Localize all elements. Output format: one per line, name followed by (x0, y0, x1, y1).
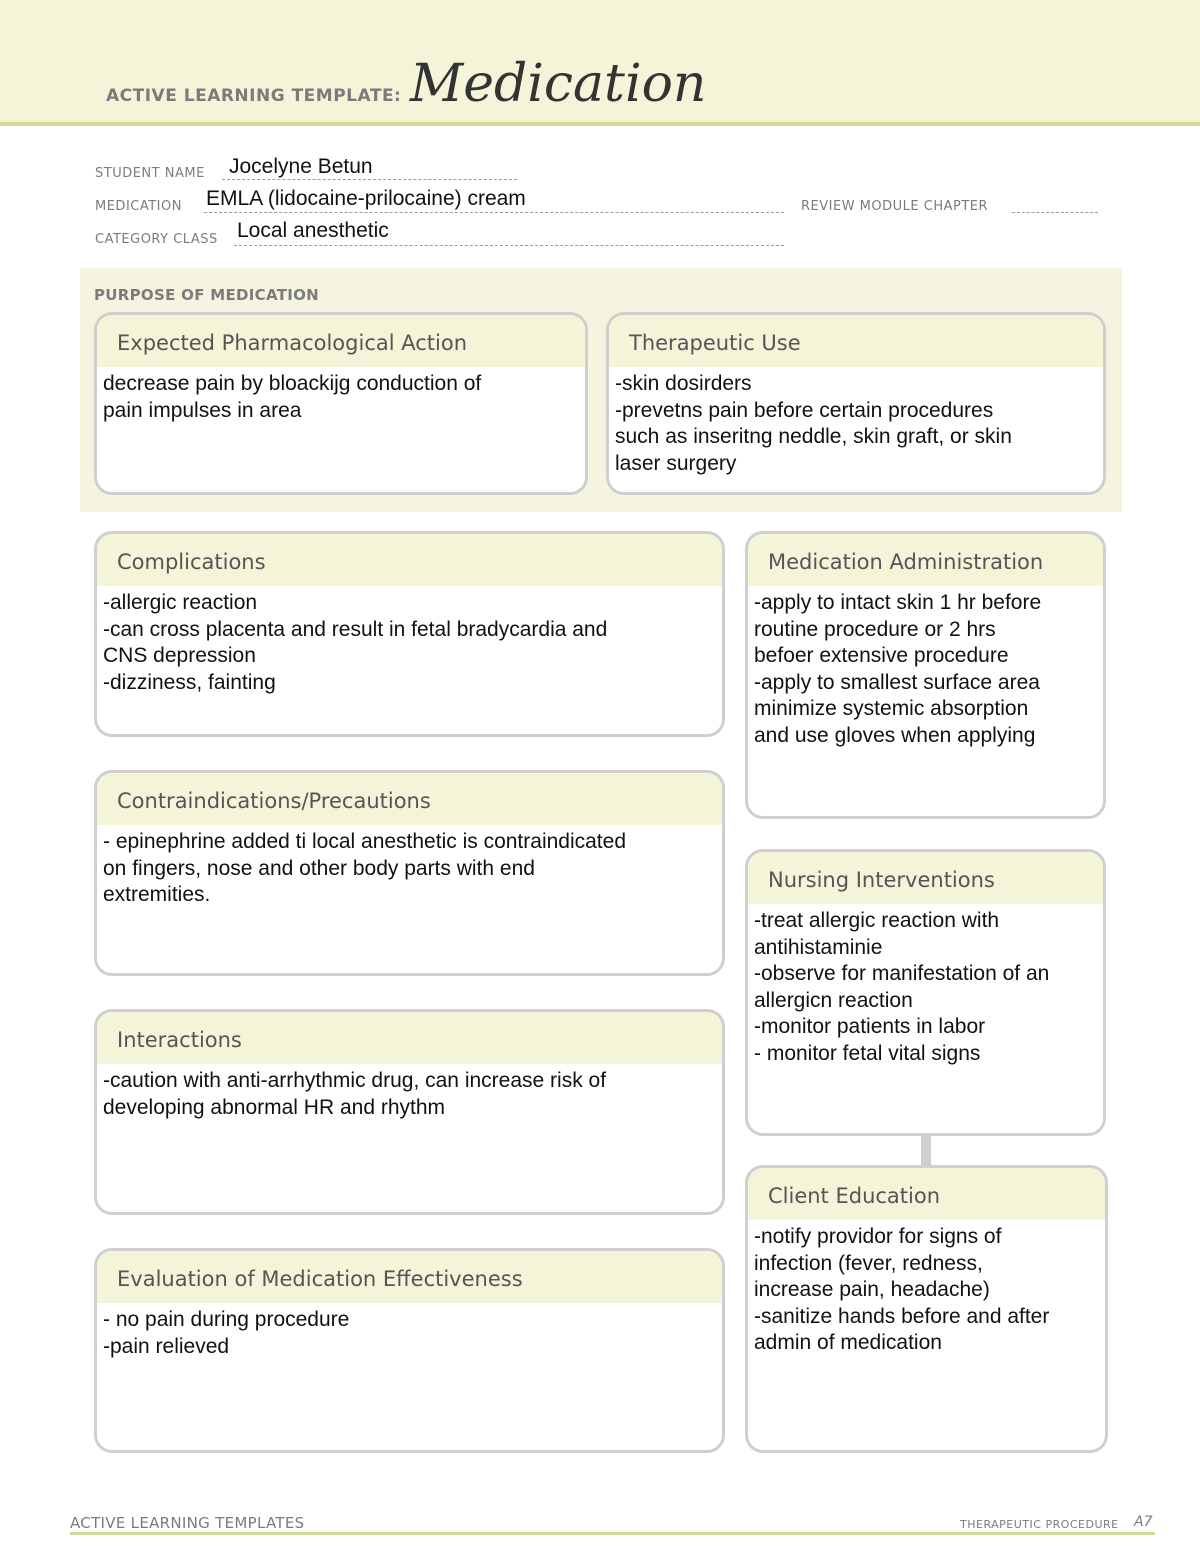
student-name-label: STUDENT NAME (95, 166, 205, 181)
nursing-heading: Nursing Interventions (748, 852, 1103, 904)
category-class-value[interactable]: Local anesthetic (237, 219, 389, 242)
therapeutic-use-text[interactable]: -skin dosirders -prevetns pain before certain procedures such as inseritng neddle, skin graft, or skin laser surgery (615, 372, 1012, 475)
box-connector (921, 1134, 931, 1166)
administration-text[interactable]: -apply to intact skin 1 hr before routine procedure or 2 hrs befoer extensive procedure -apply to smallest surface area minimize systemic absorption and use gloves when applying (754, 591, 1042, 747)
education-text[interactable]: -notify providor for signs of infection (fever, redness, increase pain, headache) -sanitize hands before and after admin of medication (754, 1225, 1050, 1354)
footer-right: THERAPEUTIC PROCEDURE (960, 1518, 1119, 1531)
nursing-text[interactable]: -treat allergic reaction with antihistaminie -observe for manifestation of an allergicn reaction -monitor patients in labor - monitor fetal vital signs (754, 909, 1050, 1065)
evaluation-heading: Evaluation of Medication Effectiveness (97, 1251, 722, 1303)
review-module-label: REVIEW MODULE CHAPTER (801, 199, 989, 214)
evaluation-box (94, 1248, 725, 1453)
category-class-line (234, 244, 784, 246)
expected-action-heading: Expected Pharmacological Action (97, 315, 585, 367)
expected-action-text[interactable]: decrease pain by bloackijg conduction of pain impulses in area (103, 372, 482, 422)
administration-box (745, 531, 1106, 819)
complications-text[interactable]: -allergic reaction -can cross placenta and result in fetal bradycardia and CNS depression -dizziness, fainting (103, 591, 608, 694)
administration-heading: Medication Administration (748, 534, 1103, 586)
therapeutic-use-heading: Therapeutic Use (609, 315, 1103, 367)
complications-box (94, 531, 725, 737)
interactions-heading: Interactions (97, 1012, 722, 1064)
contraindications-box (94, 770, 725, 976)
contraindications-heading: Contraindications/Precautions (97, 773, 722, 825)
purpose-title: PURPOSE OF MEDICATION (94, 286, 320, 304)
education-heading: Client Education (748, 1168, 1105, 1220)
footer-left: ACTIVE LEARNING TEMPLATES (70, 1514, 305, 1532)
interactions-box (94, 1009, 725, 1215)
medication-line (204, 211, 784, 213)
footer-page-number: A7 (1134, 1514, 1153, 1530)
review-module-line (1012, 211, 1098, 213)
template-prefix: ACTIVE LEARNING TEMPLATE: (106, 86, 402, 106)
medication-label: MEDICATION (95, 199, 182, 214)
interactions-text[interactable]: -caution with anti-arrhythmic drug, can increase risk of developing abnormal HR and rhythm (103, 1069, 607, 1119)
category-class-label: CATEGORY CLASS (95, 232, 218, 247)
footer-rule (70, 1532, 1155, 1535)
evaluation-text[interactable]: - no pain during procedure -pain relieved (103, 1308, 350, 1358)
education-box (745, 1165, 1108, 1453)
complications-heading: Complications (97, 534, 722, 586)
therapeutic-use-box (606, 312, 1106, 495)
medication-value[interactable]: EMLA (lidocaine-prilocaine) cream (206, 187, 526, 210)
header-rule (0, 122, 1200, 126)
nursing-box (745, 849, 1106, 1136)
contraindications-text[interactable]: - epinephrine added ti local anesthetic is contraindicated on fingers, nose and other body parts with end extremities. (103, 830, 627, 906)
student-name-value[interactable]: Jocelyne Betun (229, 155, 373, 178)
expected-action-box (94, 312, 588, 495)
page-title: Medication (410, 54, 707, 114)
